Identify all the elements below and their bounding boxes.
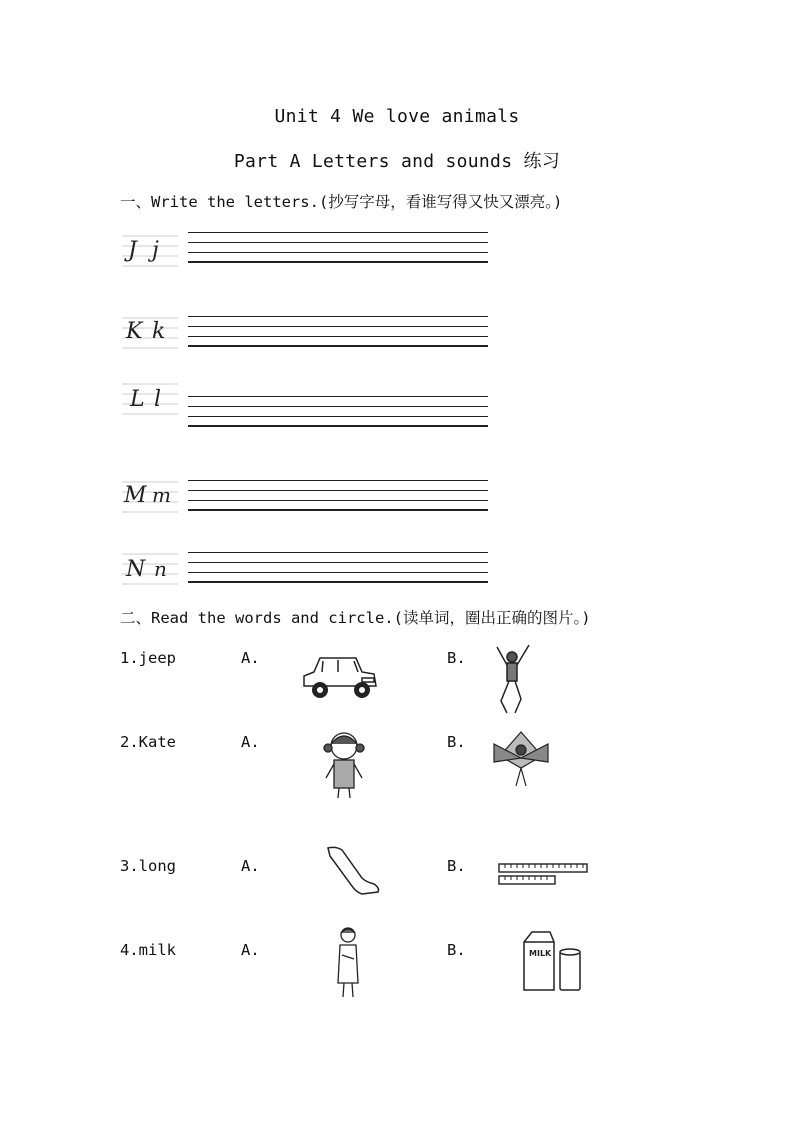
section-1-heading: 一、Write the letters.(抄写字母，看谁写得又快又漂亮。) xyxy=(120,193,563,211)
letter-upper-j: J xyxy=(128,238,137,263)
letter-model-n xyxy=(120,546,180,592)
ruler-icon[interactable] xyxy=(497,860,589,886)
jumping-girl-icon[interactable] xyxy=(487,641,537,717)
letter-row-k xyxy=(120,312,500,362)
writing-lines[interactable] xyxy=(188,396,488,435)
letter-model-j xyxy=(120,228,180,274)
letter-lower-l: l xyxy=(154,387,162,412)
writing-lines[interactable] xyxy=(188,316,488,355)
letter-row-m xyxy=(120,474,500,524)
kite-icon[interactable] xyxy=(490,728,552,790)
letter-model-m xyxy=(120,474,180,520)
question-4-option-a-label: A. xyxy=(241,941,260,959)
letter-upper-k: K xyxy=(126,319,143,344)
letter-lower-n: n xyxy=(154,557,167,581)
question-2-option-a-label: A. xyxy=(241,733,260,751)
letter-model-l xyxy=(120,376,180,422)
question-3-word: 3.long xyxy=(120,857,176,875)
girl-kate-icon[interactable] xyxy=(314,728,374,802)
letter-model-k xyxy=(120,312,180,358)
question-3-option-a-label: A. xyxy=(241,857,260,875)
writing-lines[interactable] xyxy=(188,480,488,519)
question-4-option-b-label: B. xyxy=(447,941,466,959)
worksheet-title: Unit 4 We love animals xyxy=(274,106,520,127)
letter-row-j xyxy=(120,228,500,278)
question-3-option-b-label: B. xyxy=(447,857,466,875)
letter-upper-n: N xyxy=(126,557,146,582)
letter-lower-k: k xyxy=(152,319,166,344)
letter-upper-l: L xyxy=(130,387,145,412)
writing-lines[interactable] xyxy=(188,552,488,591)
worksheet-subtitle: Part A Letters and sounds 练习 xyxy=(233,151,561,172)
question-1-option-a-label: A. xyxy=(241,649,260,667)
letter-row-l xyxy=(120,376,500,426)
letter-lower-m: m xyxy=(152,483,171,507)
milk-label: MILK xyxy=(529,949,552,958)
question-2-option-b-label: B. xyxy=(447,733,466,751)
question-1-word: 1.jeep xyxy=(120,649,176,667)
question-1-option-b-label: B. xyxy=(447,649,466,667)
letter-row-n xyxy=(120,546,500,596)
leg-icon[interactable] xyxy=(322,844,384,902)
woman-icon[interactable] xyxy=(330,925,366,1003)
letter-lower-j: j xyxy=(152,238,159,263)
question-2-word: 2.Kate xyxy=(120,733,176,751)
section-2-heading: 二、Read the words and circle.(读单词，圈出正确的图片。) xyxy=(120,609,591,627)
milk-carton-icon[interactable] xyxy=(518,928,586,994)
letter-upper-m: M xyxy=(124,483,147,508)
jeep-icon[interactable] xyxy=(298,652,380,704)
writing-lines[interactable] xyxy=(188,232,488,271)
question-4-word: 4.milk xyxy=(120,941,176,959)
